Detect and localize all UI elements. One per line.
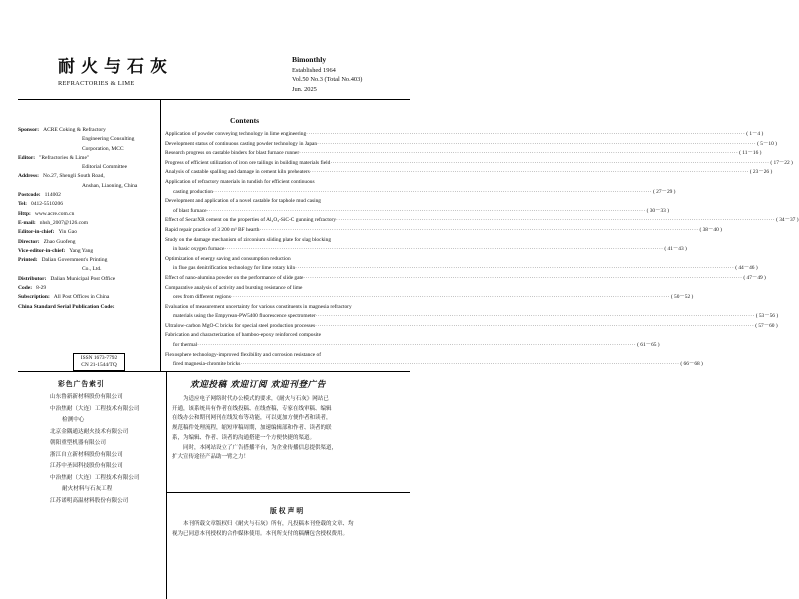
toc-entry-title: casting production bbox=[173, 188, 213, 195]
info-key: Editor: bbox=[18, 154, 36, 161]
toc-leader-dots: ········································································································································································································ bbox=[303, 274, 743, 281]
info-row bbox=[18, 238, 158, 247]
info-row bbox=[18, 284, 158, 293]
info-value: Yin Gao bbox=[58, 229, 77, 236]
toc-entry-line bbox=[165, 255, 409, 265]
ad-index-item: 江苏诺明高温材料股份有限公司 bbox=[50, 497, 129, 504]
ad-index-item: 中治焦耐（大连）工程技术有限公司 bbox=[50, 405, 140, 412]
toc-entry-line bbox=[165, 188, 676, 198]
journal-title-en: REFRACTORIES & LIME bbox=[58, 80, 135, 87]
column-divider bbox=[160, 99, 161, 371]
toc-entry-line bbox=[165, 216, 799, 226]
info-row bbox=[18, 126, 158, 135]
issn-box bbox=[73, 353, 125, 371]
info-value: Yang Yang bbox=[69, 247, 94, 254]
toc-entry-line bbox=[165, 140, 777, 150]
toc-entry-line bbox=[165, 293, 694, 303]
toc-entry-line bbox=[165, 312, 779, 322]
toc-entry-line bbox=[165, 168, 773, 178]
issue-date: Jun. 2025 bbox=[292, 86, 317, 93]
toc-leader-dots: ········································································································································································································ bbox=[315, 313, 755, 320]
welcome-divider bbox=[166, 492, 410, 493]
welcome-banner: 欢迎投稿 欢迎订阅 欢迎刊登广告 bbox=[190, 380, 326, 390]
info-value bbox=[115, 303, 119, 312]
toc-entry-title: Application of powder conveying technology in lime engineering bbox=[165, 131, 307, 137]
toc-entry-line bbox=[165, 303, 409, 313]
toc-page-range: ( 41－43 ) bbox=[664, 246, 687, 253]
ad-index-item: 江苏中圣园科技股份有限公司 bbox=[50, 463, 123, 469]
toc-entry-line bbox=[165, 322, 778, 332]
info-value: www.acre.com.cn bbox=[34, 210, 75, 217]
info-value: Dalian Municipal Post Office bbox=[50, 275, 116, 282]
toc-entry-title: of blast furnace bbox=[173, 207, 207, 214]
toc-page-range: ( 66－68 ) bbox=[680, 361, 703, 368]
toc-entry-line bbox=[165, 178, 409, 188]
toc-leader-dots: ········································································································································································································ bbox=[295, 265, 735, 272]
toc-leader-dots: ········································································································································································································ bbox=[224, 246, 664, 253]
info-value: 8-29 bbox=[36, 285, 47, 292]
toc-leader-dots: ········································································································································································································ bbox=[230, 294, 670, 301]
info-row bbox=[18, 219, 158, 228]
toc-entry-title: Application of refractory materials in tundish for efficient continuous bbox=[165, 178, 315, 185]
info-value: "Refractories & Lime" bbox=[39, 154, 90, 161]
toc-entry-title: in basic oxygen furnace bbox=[173, 246, 225, 253]
ad-index-title: 彩色广告索引 bbox=[58, 380, 105, 388]
issn-number: ISSN 1673-7792 bbox=[80, 355, 118, 361]
info-value: nhsh_2007@126.com bbox=[39, 219, 89, 226]
info-key: Http: bbox=[18, 210, 31, 217]
toc-entry-line bbox=[165, 264, 758, 274]
welcome-line: 系，为编辑、作者、读者的沟通搭建一个方便快捷的渠道。 bbox=[172, 434, 316, 441]
toc-entry-title: Effect of SecarXR cement on the properties of Al₂O₃-SiC-C gunning refractory bbox=[165, 217, 337, 224]
welcome-line: 同时，本网站设立了广告搭播平台，为企业传播信息提供渠道， bbox=[183, 444, 338, 451]
toc-entry-title: Development status of continuous casting powder technology in Japan bbox=[165, 140, 318, 147]
info-key: Address: bbox=[18, 173, 39, 180]
info-value-continued: Corporation, MCC bbox=[82, 145, 124, 152]
info-value: ACRE Coking & Refractory bbox=[43, 127, 106, 133]
volume-label: Vol.50 No.3 (Total No.403) bbox=[292, 76, 363, 83]
toc-leader-dots: ········································································································································································································ bbox=[330, 159, 770, 166]
toc-leader-dots: ········································································································································································································ bbox=[212, 188, 653, 195]
info-key: China Standard Serial Publication Code: bbox=[18, 303, 115, 310]
info-row bbox=[18, 303, 158, 312]
toc-leader-dots: ········································································································································································································ bbox=[315, 322, 755, 329]
toc-entry-line bbox=[165, 197, 409, 207]
toc-entry-line bbox=[165, 226, 722, 236]
welcome-line: 开通，该系统具有作者在线投稿、在线查稿，专家在线审稿、编辑 bbox=[172, 405, 332, 412]
info-value: Dalian Government's Printing bbox=[41, 257, 108, 264]
toc-entry-title: Progress of efficient utilization of iron ore tailings in building materials field bbox=[165, 159, 331, 166]
toc-entry-line bbox=[165, 284, 409, 294]
ad-index-item: 朝阳重型机器有限公司 bbox=[50, 440, 106, 446]
ad-index-item: 山东鲁新新材料股份有限公司 bbox=[50, 394, 123, 400]
copyright-line: 视为已同意本刊授权的合作媒体使用。本刊所支付的稿酬包含授权费用。 bbox=[172, 530, 349, 537]
journal-title-cn: 耐火与石灰 bbox=[58, 57, 173, 77]
info-value-continued: Editorial Committee bbox=[82, 164, 128, 171]
info-key: Code: bbox=[18, 285, 33, 292]
toc-page-range: ( 1－4 ) bbox=[746, 131, 764, 137]
info-row bbox=[18, 275, 158, 284]
info-key: Sponsor: bbox=[18, 127, 40, 133]
toc-entry-title: Effect of nano-alumina powder on the performance of slide gate bbox=[165, 274, 304, 281]
toc-page-range: ( 57－60 ) bbox=[755, 322, 778, 329]
frequency-label: Bimonthly bbox=[292, 55, 327, 64]
toc-page-range: ( 17－22 ) bbox=[770, 159, 793, 166]
toc-entry-title: materials using the Empyrean-PW5400 fluorescence spectrometer bbox=[173, 313, 316, 320]
info-key: Postcode: bbox=[18, 192, 41, 199]
toc-leader-dots: ········································································································································································································ bbox=[299, 150, 739, 157]
info-row bbox=[18, 210, 158, 219]
toc-leader-dots: ········································································································································································································ bbox=[259, 226, 699, 233]
toc-page-range: ( 38－40 ) bbox=[699, 226, 722, 233]
info-key: Printed: bbox=[18, 257, 38, 264]
ad-index-item: 北京金隅通达耐火技术有限公司 bbox=[50, 428, 129, 435]
toc-entry-line bbox=[165, 130, 764, 140]
welcome-line: 扩大宣传途径产品助一臂之力！ bbox=[172, 454, 250, 461]
info-key: Director: bbox=[18, 238, 40, 245]
welcome-line: 为适应电子网络时代办公模式的要求，《耐火与石灰》网站已 bbox=[183, 396, 329, 402]
header-divider bbox=[18, 99, 410, 100]
info-value: Zhao Guofeng bbox=[43, 238, 76, 245]
copyright-body bbox=[172, 520, 408, 539]
toc-entry-title: Ultralow-carbon MgO-C bricks for special steel production processes bbox=[165, 322, 316, 329]
lower-column-divider bbox=[166, 371, 167, 599]
toc-page-range: ( 61－65 ) bbox=[637, 342, 660, 349]
toc-page-range: ( 47－49 ) bbox=[743, 274, 766, 281]
toc-leader-dots: ········································································································································································································ bbox=[206, 207, 646, 214]
contents-title: Contents bbox=[230, 116, 260, 125]
toc-entry-line bbox=[165, 159, 793, 169]
toc-leader-dots: ········································································································································································································ bbox=[317, 140, 757, 147]
toc-entry-title: Comparative analysis of activity and bursting resistance of lime bbox=[165, 284, 303, 291]
masthead-info bbox=[18, 126, 158, 312]
info-row bbox=[18, 256, 158, 265]
toc-entry-line bbox=[165, 360, 703, 370]
info-row bbox=[18, 293, 158, 302]
info-key: Editor-in-chief: bbox=[18, 229, 55, 236]
toc-leader-dots: ········································································································································································································ bbox=[309, 169, 749, 176]
toc-leader-dots: ········································································································································································································ bbox=[336, 217, 776, 224]
toc-entry-title: Rapid repair practice of 3 200 m³ BF hearth bbox=[165, 226, 260, 233]
info-key: Vice-editor-in-chief: bbox=[18, 247, 66, 254]
info-value: All Post Offices in China bbox=[53, 294, 110, 301]
info-value: 0412-5510206 bbox=[30, 201, 64, 208]
toc-entry-title: Evaluation of measurement uncertainty for various constituents in magnesia refractory bbox=[165, 303, 352, 310]
toc-entry-title: Analysis of castable spalling and damage in cement kiln preheaters bbox=[165, 169, 310, 176]
welcome-body bbox=[172, 395, 408, 463]
info-key: Distributor: bbox=[18, 275, 47, 282]
established-label: Established 1964 bbox=[292, 67, 336, 74]
toc-entry-title: ores from different regions bbox=[173, 294, 231, 301]
toc-entry-title: Flexosphere technology-improved flexibility and corrosion resistance of bbox=[165, 351, 321, 358]
info-value-continued: Engineering Consulting bbox=[82, 136, 135, 143]
toc-entry-line bbox=[165, 331, 409, 341]
toc-entry-title: Study on the damage mechanism of zirconium sliding plate for slag blocking bbox=[165, 236, 332, 243]
toc-page-range: ( 50－52 ) bbox=[670, 294, 694, 301]
toc-leader-dots: ········································································································································································································ bbox=[197, 342, 637, 349]
toc-entry-line bbox=[165, 149, 762, 159]
ad-index-item: 检测中心 bbox=[62, 417, 85, 423]
toc-entry-title: in flue gas denitrification technology for lime rotary kiln bbox=[173, 265, 296, 272]
toc-entry-line bbox=[165, 236, 409, 246]
toc-page-range: ( 23－26 ) bbox=[749, 169, 773, 176]
info-value: 114002 bbox=[44, 192, 61, 199]
info-key: Tel: bbox=[18, 201, 27, 208]
toc-entry-line bbox=[165, 341, 660, 351]
welcome-line: 在线办公和期刊网刊在线发布等功能，可以更加方便作者和读者， bbox=[172, 415, 332, 422]
toc-entry-line bbox=[165, 351, 409, 361]
copyright-line: 本刊所载文章版权归《耐火与石灰》所有，凡投稿本刊登载的文章、均 bbox=[183, 521, 354, 527]
cn-number: CN 21-1544/TQ bbox=[81, 362, 117, 368]
middle-divider bbox=[18, 371, 410, 372]
toc-page-range: ( 30－33 ) bbox=[646, 207, 670, 214]
copyright-title: 版权声明 bbox=[270, 507, 306, 515]
toc-entry-title: Optimization of energy saving and consumption reduction bbox=[165, 255, 291, 262]
ad-index-item: 浙江自立新材料股份有限公司 bbox=[50, 451, 123, 458]
info-row bbox=[18, 247, 158, 256]
toc-entry-line bbox=[165, 274, 766, 284]
ad-index-item: 中治焦耐（大连）工程技术有限公司 bbox=[50, 474, 140, 481]
toc-entry-line bbox=[165, 207, 670, 217]
toc-page-range: ( 34－37 ) bbox=[776, 217, 799, 224]
info-row bbox=[18, 172, 158, 181]
info-key: Subscription: bbox=[18, 294, 50, 301]
toc-entry-title: Fabrication and characterization of bamboo-epoxy reinforced composite bbox=[165, 332, 321, 339]
ad-index-item: 耐火材料与石灰工程 bbox=[62, 486, 113, 492]
toc-entry-title: Development and application of a novel castable for taphole mud casing bbox=[165, 198, 321, 205]
info-row bbox=[18, 228, 158, 237]
toc-page-range: ( 53－56 ) bbox=[755, 313, 779, 320]
toc-entry-line bbox=[165, 245, 687, 255]
toc-entry-title: Research progress on castable binders for blast furnace runner bbox=[165, 150, 300, 157]
info-key: E-mail: bbox=[18, 219, 36, 226]
info-row bbox=[18, 191, 158, 200]
toc-leader-dots: ········································································································································································································ bbox=[240, 361, 680, 368]
info-value-continued: Co., Ltd. bbox=[82, 266, 102, 273]
toc-entry-title: for thermal bbox=[173, 342, 198, 349]
toc-entry-title: fired magnesia-chromite bricks bbox=[173, 361, 241, 368]
ad-index-list bbox=[50, 392, 162, 507]
welcome-line: 规范稿件处理流程，缩短审稿周期，加速编辑部和作者、读者的联 bbox=[172, 425, 332, 432]
toc-page-range: ( 27－29 ) bbox=[653, 188, 676, 195]
toc-page-range: ( 5－10 ) bbox=[757, 140, 777, 147]
info-row bbox=[18, 200, 158, 209]
info-value: No.27, Shengli South Road, bbox=[43, 173, 105, 180]
toc-page-range: ( 11－16 ) bbox=[739, 150, 762, 157]
info-value-continued: Anshan, Liaoning, China bbox=[82, 182, 138, 189]
toc-leader-dots: ········································································································································································································ bbox=[306, 131, 746, 137]
table-of-contents bbox=[165, 130, 799, 370]
toc-page-range: ( 44－46 ) bbox=[735, 265, 758, 272]
info-row bbox=[18, 154, 158, 163]
